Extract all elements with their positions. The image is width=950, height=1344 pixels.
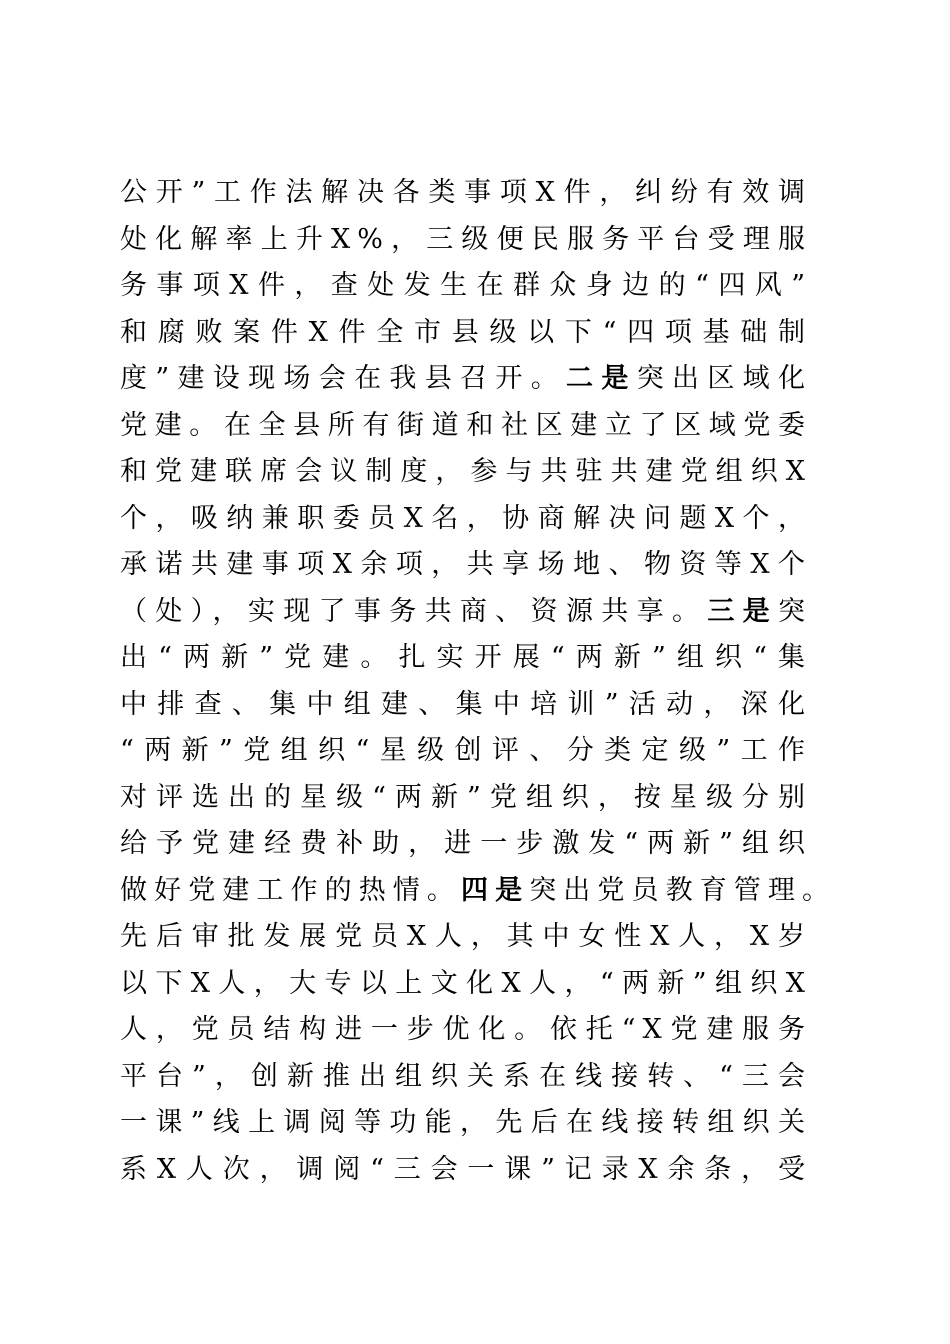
text-line (120, 496, 812, 543)
text-run: 突出区域化 (636, 363, 813, 394)
bold-lead-phrase: 四是 (461, 874, 530, 906)
text-run: （处），实现了事务共商、资源共享。 (120, 595, 708, 627)
text-run: 做好党建工作的热情。 (120, 874, 461, 906)
bold-lead-phrase: 三是 (707, 595, 779, 627)
text-run: 处化解率上升X%，三级便民服务平台受理服 (120, 223, 812, 255)
bold-lead-phrase: 二是 (566, 363, 637, 394)
text-line (120, 310, 812, 357)
text-line (120, 1147, 812, 1194)
text-run: 先后审批发展党员X人，其中女性X人，X岁 (120, 921, 812, 952)
text-line (120, 914, 812, 961)
text-run: 人，党员结构进一步优化。依托“X党建服务 (120, 1014, 812, 1045)
text-line (120, 1007, 812, 1054)
text-line (120, 1100, 812, 1147)
text-line (120, 728, 812, 775)
text-run: 对评选出的星级“两新”党组织，按星级分别 (120, 781, 812, 813)
text-line (120, 356, 812, 403)
text-line (120, 542, 812, 589)
text-line (120, 868, 836, 915)
text-run: 一课”线上调阅等功能，先后在线接转组织关 (120, 1107, 812, 1138)
text-line (120, 821, 812, 868)
text-run: 公开”工作法解决各类事项X件，纠纷有效调 (120, 177, 812, 208)
text-run: 度”建设现场会在我县召开。 (120, 363, 567, 394)
text-line (120, 775, 812, 822)
text-run: 突出党员教育管理。 (529, 874, 837, 906)
text-run: 突 (778, 595, 813, 627)
text-run: 承诺共建事项X余项，共享场地、物资等X个 (120, 549, 812, 580)
text-run: 中排查、集中组建、集中培训”活动，深化 (120, 688, 812, 720)
text-run: 和腐败案件X件全市县级以下“四项基础制 (120, 316, 812, 348)
text-run: 出“两新”党建。扎实开展“两新”组织“集 (120, 642, 812, 673)
text-line (120, 217, 812, 264)
text-line (120, 961, 812, 1008)
text-line (120, 1054, 812, 1101)
text-run: 务事项X件，查处发生在群众身边的“四风” (120, 270, 812, 301)
text-line (120, 170, 812, 217)
body-text (120, 170, 840, 1193)
text-run: 给予党建经费补助，进一步激发“两新”组织 (120, 828, 812, 859)
text-run: 个，吸纳兼职委员X名，协商解决问题X个， (120, 502, 812, 534)
text-line (120, 403, 812, 450)
text-run: “两新”党组织“星级创评、分类定级”工作 (120, 735, 812, 766)
text-line (120, 682, 812, 729)
text-line (120, 589, 812, 636)
text-line (120, 263, 812, 310)
text-run: 和党建联席会议制度，参与共驻共建党组织X (120, 456, 812, 487)
text-run: 以下X人，大专以上文化X人，“两新”组织X (120, 967, 812, 999)
text-run: 平台”，创新推出组织关系在线接转、“三会 (120, 1060, 812, 1092)
text-line (120, 449, 812, 496)
text-run: 党建。在全县所有街道和社区建立了区域党委 (120, 409, 812, 441)
text-run: 系X人次，调阅“三会一课”记录X余条，受 (120, 1153, 812, 1185)
text-line (120, 635, 812, 682)
